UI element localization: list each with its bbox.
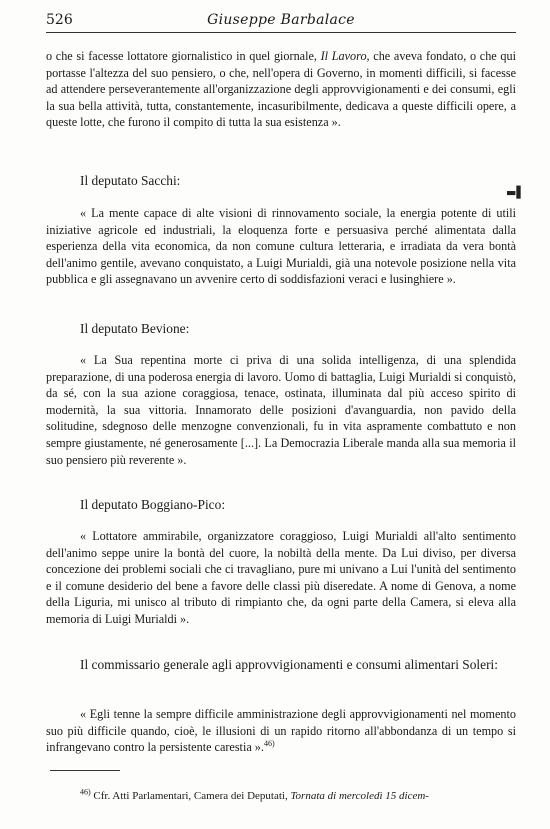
margin-mark: ▬▌ [506, 186, 525, 199]
page-number: 526 [46, 12, 73, 28]
footnote-italic-text: Tornata di mercoledì 15 dicem- [290, 790, 429, 802]
intro-newspaper-title: Il Lavoro, [320, 49, 370, 63]
speech-text [46, 706, 516, 756]
footnote-divider [50, 770, 120, 771]
running-title: Giuseppe Barbalace [207, 12, 355, 28]
speaker-heading: Il deputato Sacchi: [80, 173, 181, 188]
intro-text-1: o che si facesse lottatore giornalistico in quel giornale, [46, 49, 321, 63]
speech-text: « La Sua repentina morte ci priva di una solida intelligenza, di una splendida preparazione, di una poderosa energia di lavoro. Uomo di battaglia, Luigi Murialdi si conquistò, da sé, con la sua azione coraggiosa, tenace, ostinata, illuminata dal più acceso spirito di modernità, la sua vittoria. Innamorato delle posizioni d'avanguardia, non pavido della solitudine, sdegnoso delle menzogne convenzionali, fu in vita aspramente combattuto e non sempre giustamente, né generosamente [...]. La Democrazia Liberale manda alla sua memoria il suo pensiero più reverente ». [46, 353, 516, 467]
intro-paragraph [46, 48, 516, 131]
speaker-heading: Il deputato Bevione: [80, 321, 190, 336]
footnote [80, 787, 516, 802]
speaker-heading: Il commissario generale agli approvvigionamenti e consumi alimentari Soleri: [80, 657, 498, 672]
speech-text: « Lottatore ammirabile, organizzatore coraggioso, Luigi Murialdi all'alto sentimento dell'animo seppe unire la bontà del cuore, la nobiltà della mente. Da Lui diviso, per diversa concezione dei problemi sociali che ci travagliano, pure mi univano a Lui l'unità del sentimento e il comune desiderio del bene a favore delle classi più diseredate. A nome di Genova, a nome della Liguria, mi unisco al tributo di rimpianto che, da ogni parte della Camera, si eleva alla memoria di Luigi Murialdi ». [46, 529, 516, 626]
speech-text: « La mente capace di alte visioni di rinnovamento sociale, la energia potente di utili iniziative agricole ed industriali, la eloquenza forte e persuasiva perché alimentata dalla esperienza della vita economica, da non comune cultura letteraria, e irradiata da vera bontà dell'animo gentile, avevano conquistato, a Luigi Murialdi, già una notevole posizione nella vita pubblica e gli assegnavano un avvenire certo di soddisfazioni veraci e lusinghiere ». [46, 206, 516, 287]
speaker-heading: Il deputato Boggiano-Pico: [80, 497, 226, 512]
speech-text-body: « Egli tenne la sempre difficile amministrazione degli approvvigionamenti nel momento suo più difficile quando, cioè, le illusioni di un rapido ritorno all'abbondanza di un tempo si infrangevano contro la persistente carestia ». [46, 707, 516, 755]
footnote-text: Cfr. Atti Parlamentari, Camera dei Deputati, [93, 790, 291, 802]
page-header [46, 10, 516, 33]
footnote-number: 46) [80, 787, 91, 797]
intro-text-2: che aveva fondato, o che qui portasse l'altezza del suo pensiero, o che, nell'opera di Governo, in momenti difficili, si facesse ad attendere perseverantemente all'organizzazione degli approvvigionamenti e dei consumi, egli la sua bella attività, tutta, constantemente, incasuribilmente, dedicava a queste difficili opere, a queste lotte, che furono il compito di tutta la sua esistenza ». [46, 49, 516, 130]
footnote-reference: 46) [263, 739, 275, 749]
